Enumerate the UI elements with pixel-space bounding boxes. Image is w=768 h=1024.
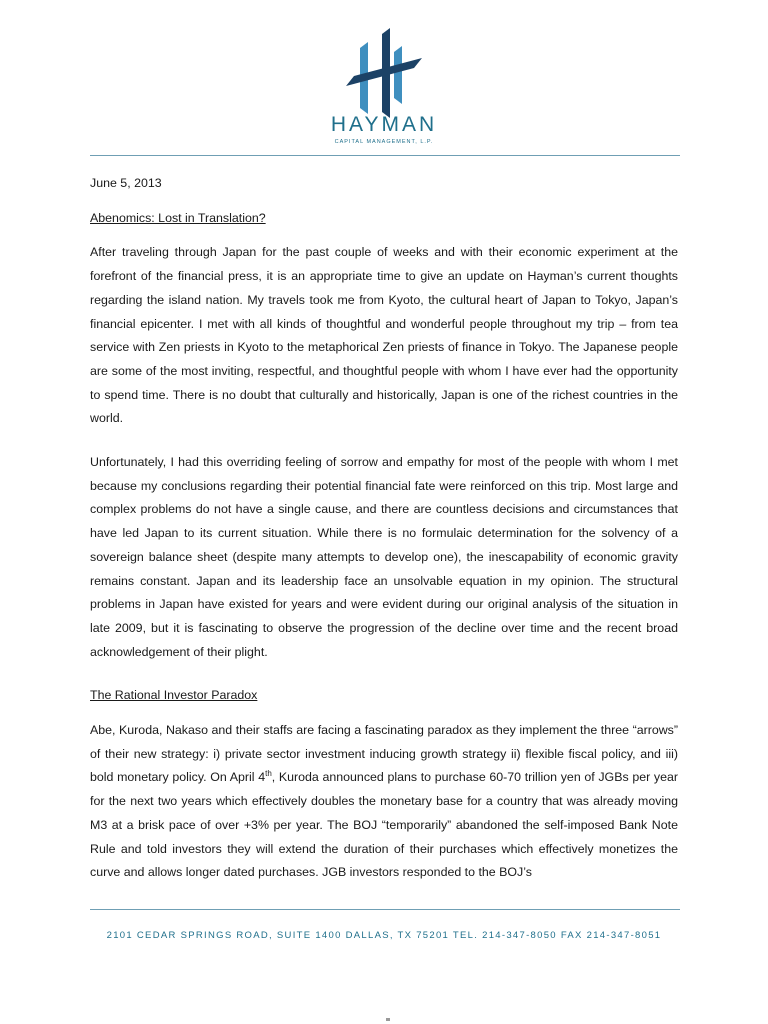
paragraph-2: Unfortunately, I had this overriding feeling of sorrow and empathy for most of the people with whom I met because my conclusions regarding their potential financial fate were reinforced on this trip. Most large and complex problems do not have a single cause, and there are countless decisions and circumstances that have led Japan to its current situation. While there is no formulaic determination for the solvency of a sovereign balance sheet (despite many attempts to develop one), the inescapability of economic gravity remains constant. Japan and its leadership face an unsolvable equation in my opinion. The structural problems in Japan have existed for years and were evident during our original analysis of the situation in late 2009, but it is fascinating to observe the progression of the decline over time and the recent broad acknowledgement of their plight.	[90, 455, 678, 659]
header-divider	[90, 155, 680, 156]
ordinal-suffix: th	[265, 769, 272, 779]
paragraph-3-part-b: , Kuroda announced plans to purchase 60-70 trillion yen of JGBs per year for the next two years which effectively doubles the monetary base for a country that was already moving M3 at a brisk pace of over +3% per year. The BOJ “temporarily” abandoned the self-imposed Bank Note Rule and told investors they will extend the duration of their purchases which effectively monetizes the curve and allows longer dated purchases. JGB investors responded to the BOJ’s	[90, 770, 678, 880]
paragraph-1: After traveling through Japan for the past couple of weeks and with their economic experiment at the forefront of the financial press, it is an appropriate time to give an update on Hayman’s current thoughts regarding the island nation. My travels took me from Kyoto, the cultural heart of Japan to Tokyo, Japan’s financial epicenter. I met with all kinds of thoughtful and wonderful people throughout my trip – from tea service with Zen priests in Kyoto to the metaphorical Zen priests of finance in Tokyo. The Japanese people are some of the most inviting, respectful, and thoughtful people with whom I have ever had the opportunity to spend time. There is no doubt that culturally and historically, Japan is one of the richest countries in the world.	[90, 245, 678, 426]
letter-title: Abenomics: Lost in Translation?	[90, 210, 266, 225]
footer-divider	[90, 909, 680, 910]
hayman-logo-icon	[338, 28, 430, 118]
section-heading: The Rational Investor Paradox	[90, 688, 258, 703]
letter-body	[90, 172, 678, 905]
letter-date: June 5, 2013	[90, 176, 162, 190]
paragraph-3-part-a: Abe, Kuroda, Nakaso and their staffs are facing a fascinating paradox as they implement the three “arrows” of their new strategy: i) private sector investment inducing growth strategy ii) flexible fiscal policy, and iii) bold monetary policy. On April 4	[90, 723, 678, 785]
company-name: HAYMAN	[330, 113, 438, 136]
company-subtitle: CAPITAL MANAGEMENT, L.P.	[334, 139, 434, 145]
footer-address: 2101 CEDAR SPRINGS ROAD, SUITE 1400 DALLAS, TX 75201 TEL. 214-347-8050 FAX 214-347-8051	[106, 930, 662, 941]
paragraph-3	[90, 719, 678, 885]
page-mark	[386, 1018, 390, 1021]
